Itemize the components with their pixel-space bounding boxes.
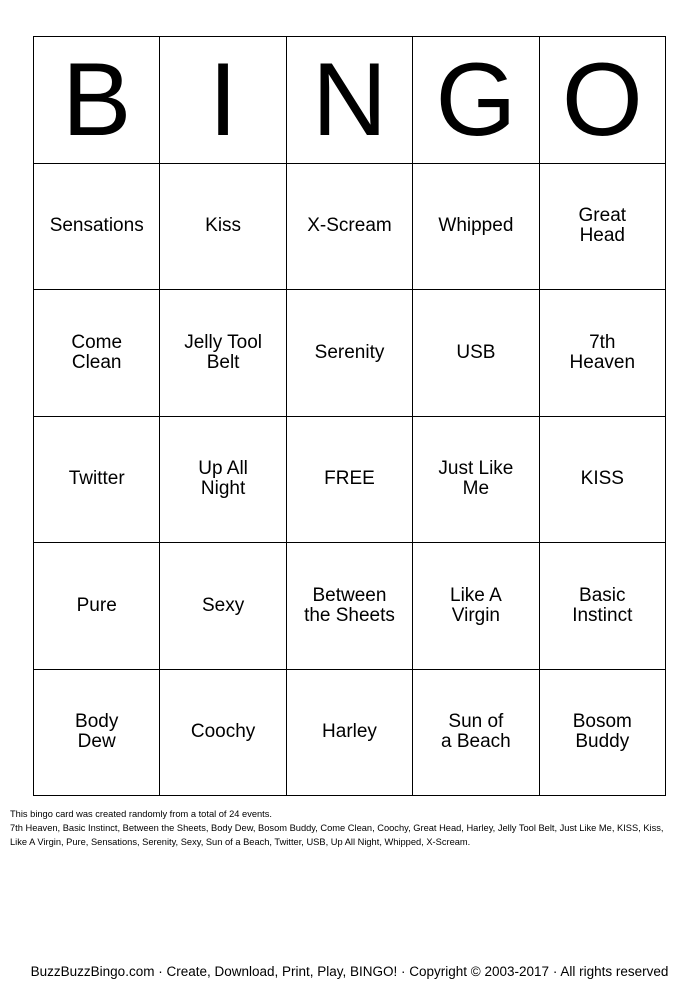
cell-text: Serenity: [314, 341, 385, 363]
bingo-cell: [34, 417, 160, 544]
header-letter: G: [435, 41, 517, 158]
bingo-cell: [34, 543, 160, 670]
bingo-cell: [540, 164, 666, 291]
cell-text: Sexy: [201, 594, 245, 616]
header-cell-i: [160, 37, 286, 164]
notes-summary: This bingo card was created randomly from a total of 24 events.: [10, 809, 272, 819]
bingo-cell: [413, 670, 539, 797]
header-cell-g: [413, 37, 539, 164]
cell-text: Kiss: [205, 215, 242, 237]
cell-text: Coochy: [190, 721, 256, 743]
cell-text: FREE: [324, 468, 375, 490]
cell-text: Sensations: [49, 215, 144, 237]
bingo-cell: [413, 164, 539, 291]
bingo-cell: [160, 670, 286, 797]
bingo-cell: [287, 543, 413, 670]
bingo-cell: [540, 417, 666, 544]
cell-text: Bosom Buddy: [572, 711, 632, 753]
notes-event-list: 7th Heaven, Basic Instinct, Between the Sheets, Body Dew, Bosom Buddy, Come Clean, Coochy, Great Head, Harley, Jelly Tool Belt, Just Like Me, KISS, Kiss,: [10, 823, 664, 833]
cell-text: Harley: [322, 721, 377, 743]
bingo-cell: [413, 417, 539, 544]
cell-text: Between the Sheets: [304, 584, 395, 626]
bingo-cell: [34, 164, 160, 291]
cell-text: Come Clean: [71, 331, 123, 373]
cell-text: Body Dew: [75, 711, 119, 753]
header-cell-o: [540, 37, 666, 164]
bingo-cell: [160, 164, 286, 291]
free-cell: [287, 417, 413, 544]
notes-event-list-cont: Like A Virgin, Pure, Sensations, Serenity, Sexy, Sun of a Beach, Twitter, USB, Up All Night, Whipped, X-Scream.: [10, 837, 471, 847]
bingo-cell: [540, 543, 666, 670]
header-letter: B: [62, 41, 132, 158]
cell-text: KISS: [580, 468, 624, 490]
cell-text: Basic Instinct: [572, 584, 633, 626]
bingo-cell: [160, 417, 286, 544]
bingo-cell: [287, 290, 413, 417]
cell-text: USB: [456, 341, 496, 363]
cell-text: Twitter: [68, 468, 125, 490]
bingo-cell: [540, 670, 666, 797]
cell-text: Whipped: [438, 215, 514, 237]
bingo-cell: [160, 543, 286, 670]
bingo-cell: [413, 290, 539, 417]
cell-text: Pure: [76, 594, 117, 616]
cell-text: Sun of a Beach: [441, 711, 511, 753]
cell-text: 7th Heaven: [569, 331, 636, 373]
event-notes: [10, 807, 690, 849]
header-cell-n: [287, 37, 413, 164]
header-letter: N: [311, 41, 388, 158]
cell-text: Great Head: [578, 205, 627, 247]
cell-text: Like A Virgin: [450, 584, 502, 626]
bingo-cell: [413, 543, 539, 670]
bingo-cell: [287, 670, 413, 797]
header-letter: I: [208, 41, 238, 158]
bingo-cell: [34, 290, 160, 417]
cell-text: Just Like Me: [438, 458, 514, 500]
bingo-card: [33, 36, 666, 796]
bingo-cell: [287, 164, 413, 291]
header-letter: O: [561, 41, 643, 158]
site-credit: BuzzBuzzBingo.com · Create, Download, Print, Play, BINGO! · Copyright © 2003-2017 · All rights reserved: [30, 964, 669, 979]
cell-text: Up All Night: [198, 458, 248, 500]
cell-text: Jelly Tool Belt: [184, 331, 262, 373]
bingo-cell: [540, 290, 666, 417]
bingo-cell: [160, 290, 286, 417]
header-cell-b: [34, 37, 160, 164]
cell-text: X-Scream: [307, 215, 392, 237]
bingo-cell: [34, 670, 160, 797]
